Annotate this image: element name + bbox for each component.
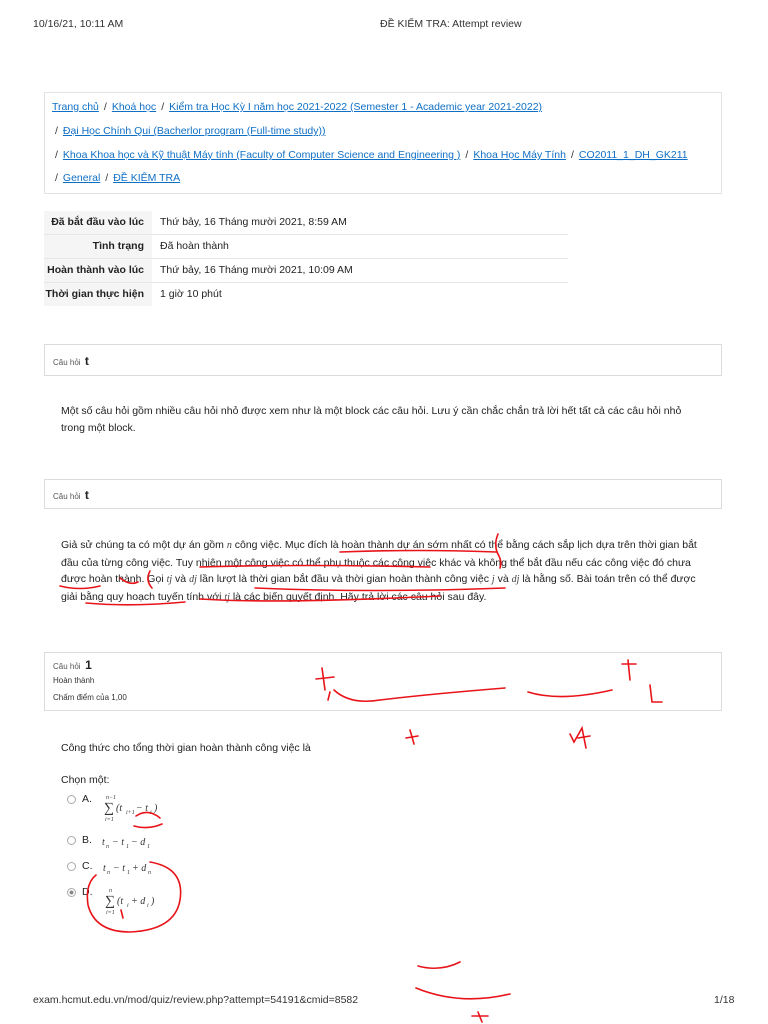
summary-value: Thứ bảy, 16 Tháng mười 2021, 8:59 AM (160, 216, 347, 228)
svg-text:− t: − t (112, 863, 125, 874)
breadcrumb-general-link[interactable]: General (62, 172, 101, 184)
question-grade: Chấm điểm của 1,00 (53, 693, 127, 702)
breadcrumb-courses-link[interactable]: Khoá học (111, 101, 157, 113)
option-letter: C. (82, 860, 93, 872)
summary-label: Tình trạng (44, 235, 152, 259)
math-j: j (491, 574, 495, 585)
print-timestamp: 10/16/21, 10:11 AM (33, 18, 124, 30)
option-formula (103, 886, 163, 921)
radio-button[interactable] (67, 836, 76, 845)
math-tj: tj (166, 574, 173, 585)
radio-button[interactable] (67, 795, 76, 804)
summary-row-time-taken (44, 283, 568, 307)
summary-label: Đã bắt đầu vào lúc (44, 211, 152, 235)
summary-row-completed (44, 259, 568, 283)
question-number: 1 (85, 658, 92, 672)
svg-text:− t: − t (111, 837, 124, 848)
summary-value: Đã hoàn thành (160, 240, 229, 252)
option-formula (103, 860, 163, 879)
svg-text:∑: ∑ (103, 801, 114, 816)
svg-text:− t: − t (135, 803, 148, 814)
info-block-1-header (44, 344, 722, 376)
svg-text:1: 1 (126, 870, 130, 876)
breadcrumb-semester-link[interactable]: Kiểm tra Học Kỳ I năm học 2021-2022 (Semester 1 - Academic year 2021-2022) (169, 101, 543, 113)
hand-glyph (472, 1012, 488, 1022)
svg-text:1: 1 (125, 844, 129, 850)
svg-text:): ) (150, 896, 154, 907)
radio-button[interactable] (67, 862, 76, 871)
summary-value: 1 giờ 10 phút (160, 288, 222, 300)
svg-text:− d: − d (130, 837, 146, 848)
option-b[interactable] (67, 834, 162, 853)
svg-text:i=1: i=1 (104, 817, 114, 823)
curve-stroke (416, 988, 510, 999)
svg-text:n: n (106, 870, 110, 876)
option-formula (102, 834, 162, 853)
svg-text:n: n (147, 870, 151, 876)
svg-text:1: 1 (146, 844, 150, 850)
option-c[interactable] (67, 860, 163, 879)
question-label: Câu hỏi (53, 492, 81, 501)
svg-text:(t: (t (115, 803, 123, 814)
question-label: Câu hỏi (53, 662, 81, 671)
option-d[interactable] (67, 886, 163, 921)
attempt-summary-table (44, 211, 568, 306)
option-letter: A. (82, 793, 92, 805)
option-letter: D. (82, 886, 93, 898)
svg-text:t: t (102, 863, 106, 874)
svg-text:+ d: + d (130, 896, 145, 907)
svg-text:+ d: + d (131, 863, 146, 874)
info-block-2-text: Giả sử chúng ta có một dự án gồm n công việc. Mục đích là hoàn thành dự án sớm nhất có thể bằng cách sắp lịch dựa trên thời gian bắt đầu của từng công việc. Tuy nhiên một công việc có thể phụ thuộc các công việc khác và không thể bắt đầu nếu các công việc đó chưa được hoàn thành. Gọi tj và dj lần lượt là thời gian bắt đầu và thời gian hoàn thành công việc j và dj là hằng số. Bài toán trên có thể được giải bằng quy hoạch tuyến tính với tj là các biến quyết định. Hãy trả lời các câu hỏi sau đây. (61, 539, 697, 603)
breadcrumb-quiz-link[interactable]: ĐỀ KIỂM TRA (113, 172, 181, 184)
option-a[interactable] (67, 793, 162, 826)
svg-text:t: t (101, 837, 105, 848)
svg-text:n: n (105, 844, 109, 850)
question-label: Câu hỏi (53, 358, 81, 367)
svg-text:i=1: i=1 (105, 910, 115, 916)
svg-text:): ) (153, 803, 158, 814)
question-1-prompt: Công thức cho tổng thời gian hoàn thành công việc là (61, 742, 311, 754)
math-dj: dj (511, 574, 520, 585)
svg-text:i: i (149, 810, 152, 816)
breadcrumb-faculty-link[interactable]: Khoa Khoa học và Kỹ thuật Máy tính (Faculty of Computer Science and Engineering ) (62, 149, 461, 161)
question-number: t (84, 488, 89, 502)
curve-stroke (418, 962, 460, 968)
info-block-2-header (44, 479, 722, 509)
info-block-1-text: Một số câu hỏi gồm nhiều câu hỏi nhỏ được xem như là một block các câu hỏi. Lưu ý cần chắc chắn trả lời hết tất cả các câu hỏi nhỏ trong một block. (61, 405, 682, 434)
question-1-info (44, 652, 722, 711)
summary-label: Thời gian thực hiện (44, 283, 152, 307)
breadcrumb-course-link[interactable]: CO2011_1_DH_GK211 (578, 149, 688, 161)
svg-text:∑: ∑ (104, 894, 115, 909)
summary-row-state (44, 235, 568, 259)
math-tj: tj (224, 591, 230, 603)
breadcrumb-department-link[interactable]: Khoa Học Máy Tính (473, 149, 566, 161)
print-page-number: 1/18 (714, 994, 735, 1006)
question-number: t (84, 354, 89, 368)
math-dj: dj (189, 574, 197, 585)
question-status: Hoàn thành (53, 676, 95, 685)
math-n: n (226, 540, 232, 551)
option-letter: B. (82, 834, 92, 846)
svg-text:n: n (108, 888, 112, 894)
print-title: ĐỀ KIỂM TRA: Attempt review (380, 18, 522, 30)
choose-one-label: Chọn một: (61, 774, 110, 786)
option-formula (102, 793, 162, 826)
svg-text:i: i (126, 903, 129, 909)
breadcrumb-program-link[interactable]: Đại Học Chính Qui (Bacherlor program (Full-time study)) (62, 125, 326, 137)
radio-button-selected[interactable] (67, 888, 76, 897)
summary-row-started (44, 211, 568, 235)
summary-label: Hoàn thành vào lúc (44, 259, 152, 283)
svg-text:n−1: n−1 (105, 795, 116, 801)
print-url: exam.hcmut.edu.vn/mod/quiz/review.php?attempt=54191&cmid=8582 (33, 994, 359, 1006)
svg-text:i: i (146, 903, 149, 909)
breadcrumb-home-link[interactable]: Trang chủ (52, 101, 99, 113)
breadcrumb: Trang chủ / Khoá học / Kiểm tra Học Kỳ I năm học 2021-2022 (Semester 1 - Academic year 2021-2022) / Đại Học Chính Qui (Bacherlor program (Full-time study)) / Khoa Khoa học và Kỹ thuật Máy tính (Faculty of Computer Science and Engineering ) / Khoa Học Máy Tính / CO2011_1_DH_GK211 / General / ĐỀ KIỂM TRA (44, 92, 722, 194)
svg-text:(t: (t (116, 896, 123, 907)
svg-text:i+1: i+1 (125, 810, 135, 816)
summary-value: Thứ bảy, 16 Tháng mười 2021, 10:09 AM (160, 264, 353, 276)
